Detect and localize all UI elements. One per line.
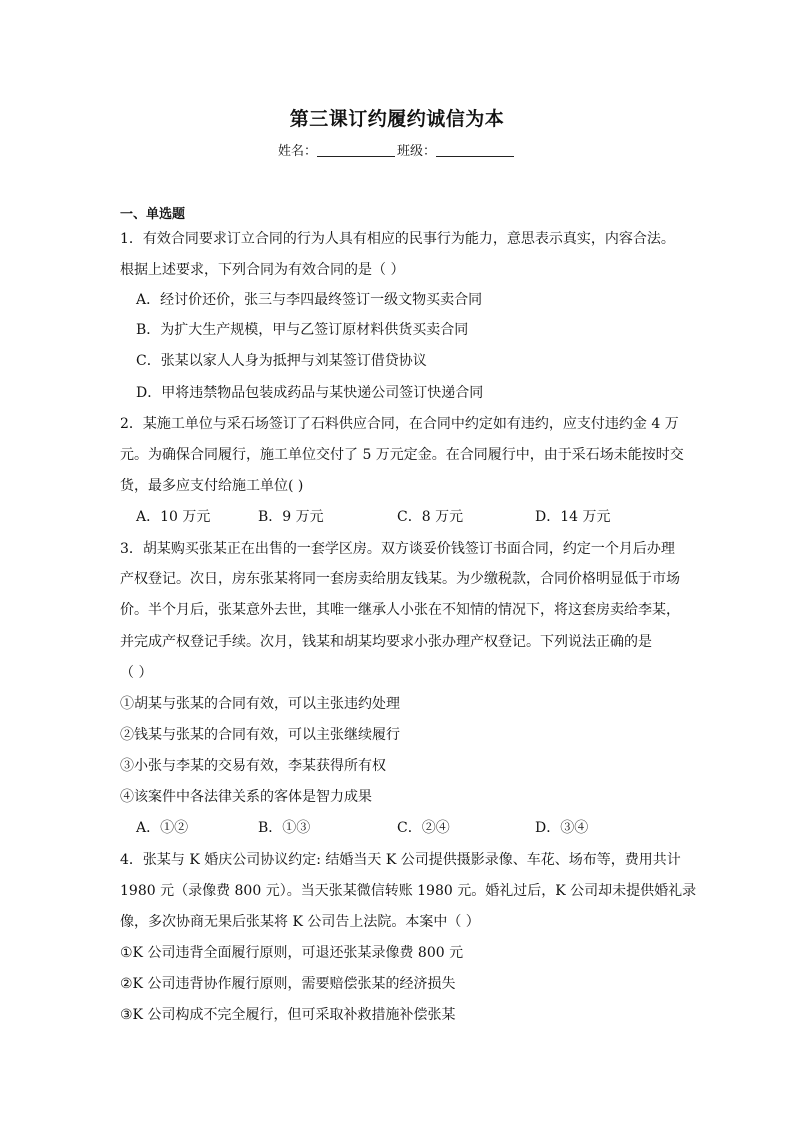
q3-line: 价。半个月后，张某意外去世，其唯一继承人小张在不知情的情况下，将这套房卖给李某，: [120, 602, 680, 618]
q3-line: 并完成产权登记手续。次月，钱某和胡某均要求小张办理产权登记。下列说法正确的是: [120, 634, 652, 650]
section-heading: 一、单选题: [120, 207, 186, 222]
q3-option-b: B．①③: [258, 820, 311, 836]
name-blank[interactable]: [317, 143, 395, 157]
q2-option-c: C．8 万元: [397, 509, 464, 525]
q1-option-a: A．经讨价还价，张三与李四最终签订一级文物买卖合同: [136, 292, 483, 308]
q2-line: 货，最多应支付给施工单位( ): [120, 478, 304, 494]
q2-line: 元。为确保合同履行，施工单位交付了 5 万元定金。在合同履行中，由于采石场未能按时交: [120, 447, 684, 463]
q2-option-d: D．14 万元: [535, 509, 611, 525]
q4-line: 4．张某与 K 婚庆公司协议约定: 结婚当天 K 公司提供摄影录像、车花、场布等，费用共计: [120, 852, 681, 868]
name-label: 姓名：: [277, 144, 317, 159]
q1-option-b: B．为扩大生产规模，甲与乙签订原材料供货买卖合同: [136, 322, 469, 338]
class-blank[interactable]: [436, 143, 514, 157]
q1-line: 根据上述要求，下列合同为有效合同的是（ ）: [120, 262, 405, 278]
q4-line: 1980 元（录像费 800 元）。当天张某微信转账 1980 元。婚礼过后，K 公司却未提供婚礼录: [120, 883, 697, 899]
q1-option-d: D．甲将违禁物品包装成药品与某快递公司签订快递合同: [136, 385, 484, 401]
q3-statement-4: ④该案件中各法律关系的客体是智力成果: [120, 789, 372, 805]
class-label: 班级：: [397, 144, 437, 159]
page-title: 第三课订约履约诚信为本: [289, 108, 505, 130]
q1-option-c: C．张某以家人人身为抵押与刘某签订借贷协议: [136, 353, 427, 369]
q3-statement-1: ①胡某与张某的合同有效，可以主张违约处理: [120, 696, 400, 712]
q4-statement-3: ③K 公司构成不完全履行，但可采取补救措施补偿张某: [120, 1007, 456, 1023]
q4-statement-2: ②K 公司违背协作履行原则，需要赔偿张某的经济损失: [120, 976, 456, 992]
q3-option-c: C．②④: [397, 820, 450, 836]
q4-statement-1: ①K 公司违背全面履行原则，可退还张某录像费 800 元: [120, 945, 464, 961]
q3-option-a: A．①②: [136, 820, 189, 836]
q2-option-a: A．10 万元: [136, 509, 211, 525]
name-class-line: [0, 140, 794, 159]
q3-line: 3．胡某购买张某正在出售的一套学区房。双方谈妥价钱签订书面合同，约定一个月后办理: [120, 541, 675, 557]
q3-statement-3: ③小张与李某的交易有效，李某获得所有权: [120, 758, 386, 774]
q3-line: 产权登记。次日，房东张某将同一套房卖给朋友钱某。为少缴税款，合同价格明显低于市场: [120, 571, 680, 587]
q3-option-d: D．③④: [535, 820, 589, 836]
q2-option-b: B．9 万元: [258, 509, 324, 525]
q3-statement-2: ②钱某与张某的合同有效，可以主张继续履行: [120, 727, 400, 743]
q4-line: 像，多次协商无果后张某将 K 公司告上法院。本案中（ ）: [120, 914, 480, 930]
q3-line: （ ）: [120, 665, 153, 681]
q2-line: 2．某施工单位与采石场签订了石料供应合同，在合同中约定如有违约，应支付违约金 4 万: [120, 416, 679, 432]
q1-line: 1．有效合同要求订立合同的行为人具有相应的民事行为能力，意思表示真实，内容合法。: [120, 231, 675, 247]
